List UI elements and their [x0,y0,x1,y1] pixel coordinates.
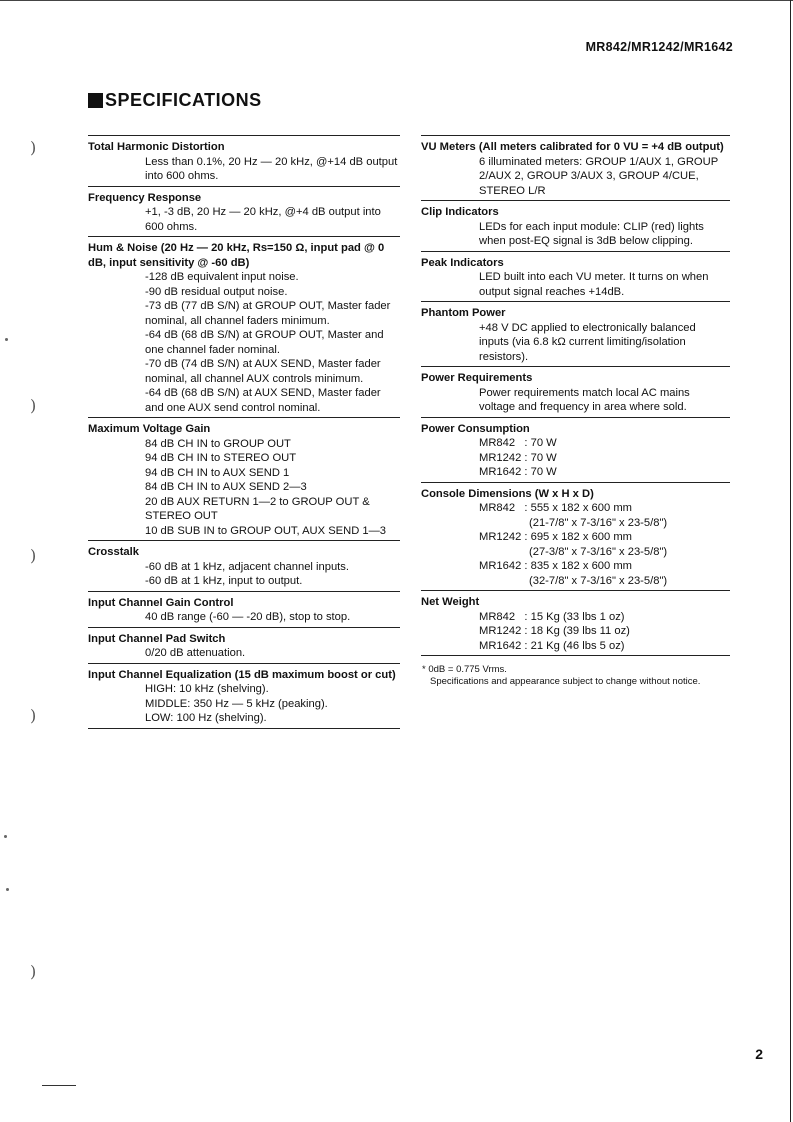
spec-pad-switch [88,627,400,663]
spec-thd [88,135,400,186]
spec-line: -70 dB (74 dB S/N) at AUX SEND, Master fader [145,358,381,370]
spec-line: Less than 0.1%, 20 Hz — 20 kHz, @+14 dB output [145,155,398,168]
spec-title: Hum & Noise (20 Hz — 20 kHz, Rs=150 Ω, input pad @ 0 dB, input sensitivity @ -60 dB) [88,242,385,269]
spec-line: 40 dB range (-60 — -20 dB), stop to stop. [145,611,351,623]
spec-vu-meters [421,135,730,200]
spec-line: +1, -3 dB, 20 Hz — 20 kHz, @+4 dB output into [145,206,381,218]
spec-line: LED built into each VU meter. It turns on when [479,271,709,283]
spec-title: Power Requirements [421,372,533,384]
spec-peak-indicators [421,251,730,302]
spec-phantom-power [421,301,730,366]
footnote-line: * 0dB = 0.775 Vrms. [422,664,507,675]
bottom-left-rule [42,1085,76,1086]
spec-crosstalk [88,540,400,591]
spec-line: output signal reaches +14dB. [479,285,625,298]
spec-line: MIDDLE: 350 Hz — 5 kHz (peaking). [145,697,328,710]
spec-line: MR1642 : 21 Kg (46 lbs 5 oz) [479,639,625,652]
spec-line: -60 dB at 1 kHz, input to output. [145,575,303,587]
spec-line: -90 dB residual output noise. [145,285,288,298]
spec-line: (32-7/8" x 7-3/16" x 23-5/8") [529,574,668,587]
binder-hole-mark: ) [30,706,37,725]
spec-line: into 600 ohms. [145,170,219,182]
spec-title: Frequency Response [88,191,202,204]
spec-line: (27-3/8" x 7-3/16" x 23-5/8") [529,545,668,558]
binder-hole-mark: ) [30,962,37,981]
spec-line: -64 dB (68 dB S/N) at AUX SEND, Master fader [145,387,381,399]
spec-line: MR1642 : 70 W [479,466,557,478]
spec-title: Power Consumption [421,422,530,435]
binder-hole-mark: ) [30,138,37,157]
spec-line: HIGH: 10 kHz (shelving). [145,683,269,695]
spec-line: nominal, all channel faders minimum. [145,314,330,327]
spec-line: Power requirements match local AC mains [479,386,690,399]
spec-title: VU Meters (All meters calibrated for 0 VU = +4 dB output) [421,141,724,153]
model-header: MR842/MR1242/MR1642 [585,40,733,54]
spec-line: +48 V DC applied to electronically balanced [479,321,696,334]
spec-line: 84 dB CH IN to AUX SEND 2—3 [145,481,307,493]
spec-line: resistors). [479,350,529,363]
spec-title: Net Weight [421,596,480,608]
spec-line: -60 dB at 1 kHz, adjacent channel inputs. [145,560,349,573]
spec-title: Peak Indicators [421,256,504,269]
spec-title: Clip Indicators [421,206,499,218]
spec-line: MR842 : 15 Kg (33 lbs 1 oz) [479,610,625,623]
page-right-rule [790,0,791,1122]
spec-line: (21-7/8" x 7-3/16" x 23-5/8") [529,516,668,529]
spec-line: and one AUX send control nominal. [145,401,321,414]
spec-line: -73 dB (77 dB S/N) at GROUP OUT, Master fader [145,300,391,312]
spec-title: Maximum Voltage Gain [88,423,211,435]
page-top-rule [0,0,793,1]
spec-hum-noise [88,236,400,417]
spec-line: 10 dB SUB IN to GROUP OUT, AUX SEND 1—3 [145,524,387,537]
spec-line: -128 dB equivalent input noise. [145,271,299,283]
right-spec-column [421,135,730,688]
title-square-icon [88,93,103,108]
spec-title: Phantom Power [421,307,506,319]
spec-line: MR842 : 70 W [479,437,557,449]
spec-line: one channel fader nominal. [145,343,280,356]
spec-line: MR1642 : 835 x 182 x 600 mm [479,560,632,572]
spec-line: 20 dB AUX RETURN 1—2 to GROUP OUT & [145,495,370,508]
section-title-text: SPECIFICATIONS [105,90,262,110]
spec-line: LOW: 100 Hz (shelving). [145,712,267,724]
spec-title: Total Harmonic Distortion [88,141,225,153]
page-number: 2 [755,1046,763,1062]
section-title [88,90,262,111]
spec-title: Input Channel Gain Control [88,596,234,609]
spec-max-voltage-gain [88,417,400,540]
spec-line: STEREO OUT [145,510,218,522]
spec-line: 94 dB CH IN to STEREO OUT [145,452,297,464]
spec-line: voltage and frequency in area where sold. [479,401,687,413]
spec-line: MR842 : 555 x 182 x 600 mm [479,502,632,514]
spec-line: 600 ohms. [145,220,198,233]
spec-clip-indicators [421,200,730,251]
spec-line: 94 dB CH IN to AUX SEND 1 [145,466,290,479]
left-spec-column [88,135,400,729]
footnote-line: Specifications and appearance subject to change without notice. [430,676,701,687]
spec-line: 0/20 dB attenuation. [145,647,246,659]
binder-hole-mark: ) [30,396,37,415]
spec-line: 84 dB CH IN to GROUP OUT [145,437,291,450]
spec-power-consumption [421,417,730,482]
spec-line: MR1242 : 18 Kg (39 lbs 11 oz) [479,625,630,637]
scan-speck [6,888,9,891]
spec-line: -64 dB (68 dB S/N) at GROUP OUT, Master and [145,329,384,341]
spec-equalization [88,663,400,729]
spec-console-dimensions [421,482,730,591]
spec-power-requirements [421,366,730,417]
footnote [421,664,730,688]
spec-title: Input Channel Pad Switch [88,632,226,645]
spec-line: when post-EQ signal is 3dB below clipping. [479,235,693,247]
spec-line: 6 illuminated meters: GROUP 1/AUX 1, GROUP [479,155,719,168]
spec-line: 2/AUX 2, GROUP 3/AUX 3, GROUP 4/CUE, [479,170,699,182]
spec-line: nominal, all channel AUX controls minimum. [145,372,364,385]
spec-line: STEREO L/R [479,184,546,197]
spec-gain-control [88,591,400,627]
spec-line: MR1242 : 695 x 182 x 600 mm [479,531,632,543]
spec-line: LEDs for each input module: CLIP (red) lights [479,220,704,233]
spec-title: Crosstalk [88,546,139,558]
scan-speck [4,835,7,838]
scan-speck [5,338,8,341]
binder-hole-mark: ) [30,546,37,565]
spec-frequency-response [88,186,400,237]
spec-title: Input Channel Equalization (15 dB maximum boost or cut) [88,668,396,681]
spec-net-weight [421,590,730,656]
spec-title: Console Dimensions (W x H x D) [421,487,594,500]
spec-line: MR1242 : 70 W [479,451,557,464]
spec-line: inputs (via 6.8 kΩ current limiting/isolation [479,336,686,348]
